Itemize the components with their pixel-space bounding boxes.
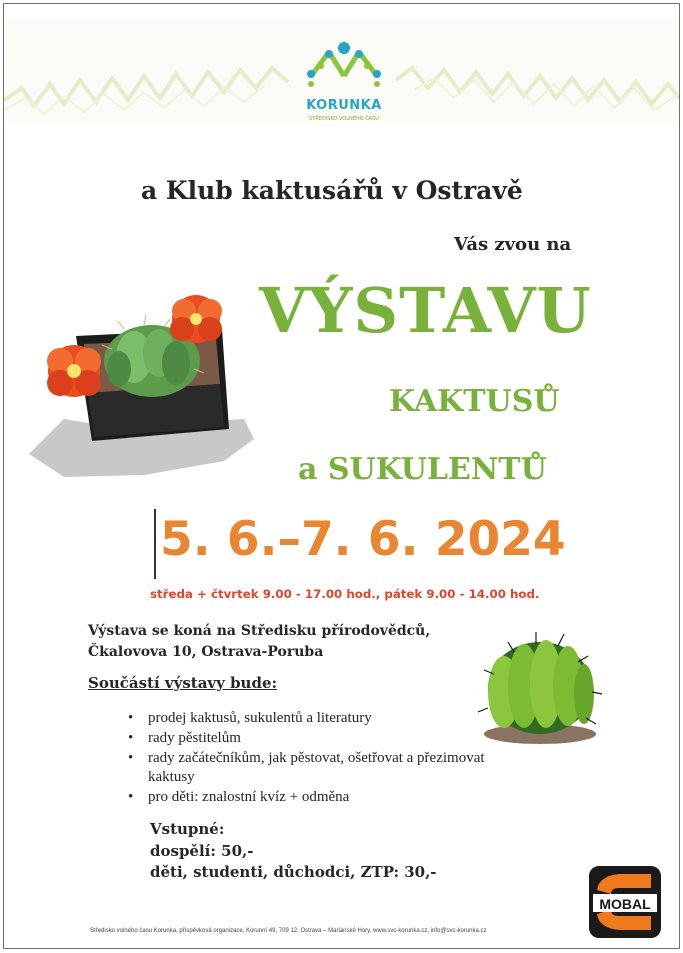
flower-icon <box>170 295 222 343</box>
program-list <box>126 709 486 808</box>
footer-text: Středisko volného času Korunka, příspěvková organizace, Korunní 49, 709 12, Ostrava – Mariánské Hory, www.svc-korunka.cz, info@svc-korunka.cz <box>90 928 487 934</box>
list-item-text: rady začátečníkům, jak pěstovat, ošetřovat a přezimovat kaktusy <box>148 750 485 785</box>
korunka-logo <box>289 38 399 133</box>
admission-reduced: děti, studenti, důchodci, ZTP: 30,- <box>150 863 437 881</box>
list-item-text: prodej kaktusů, sukulentů a literatury <box>148 710 372 726</box>
admission-title: Vstupné: <box>150 820 225 838</box>
admission <box>150 819 437 884</box>
bullet-icon: • <box>128 710 134 726</box>
cacti-heading: KAKTUSŮ <box>389 384 560 419</box>
list-item <box>126 729 486 748</box>
program-title: Součástí výstavy bude: <box>88 674 278 692</box>
flower-icon <box>47 345 101 397</box>
venue <box>88 621 430 663</box>
header-band <box>4 18 679 122</box>
crown-icon <box>289 38 399 98</box>
bullet-icon: • <box>128 750 134 766</box>
list-item-text: rady pěstitelům <box>148 730 241 746</box>
flowering-cactus-illustration <box>24 289 264 489</box>
bullet-icon: • <box>128 789 134 805</box>
event-dates: 5. 6.–7. 6. 2024 <box>160 512 566 567</box>
venue-line-2: Čkalovova 10, Ostrava-Poruba <box>88 644 324 660</box>
list-item-text: pro děti: znalostní kvíz + odměna <box>148 789 350 805</box>
logo-name: KORUNKA <box>306 98 382 113</box>
mobal-name: MOBAL <box>599 896 651 912</box>
club-heading: a Klub kaktusářů v Ostravě <box>141 176 523 205</box>
list-item <box>126 788 486 807</box>
succulents-heading: a SUKULENTŮ <box>298 452 547 487</box>
exhibition-heading: VÝSTAVU <box>259 274 592 347</box>
invite-heading: Vás zvou na <box>454 234 572 255</box>
poster <box>3 3 680 949</box>
opening-hours: středa + čtvrtek 9.00 - 17.00 hod., pátek 9.00 - 14.00 hod. <box>150 587 540 601</box>
list-item <box>126 749 486 787</box>
mobal-logo <box>589 866 661 938</box>
round-cactus-illustration <box>474 622 604 752</box>
logo-subtitle: STŘEDISKO VOLNÉHO ČASU <box>309 116 379 122</box>
admission-adults: dospělí: 50,- <box>150 841 254 860</box>
list-item <box>126 709 486 728</box>
date-bar <box>154 509 156 579</box>
venue-line-1: Výstava se koná na Středisku přírodovědců, <box>88 623 431 639</box>
bullet-icon: • <box>128 730 134 746</box>
